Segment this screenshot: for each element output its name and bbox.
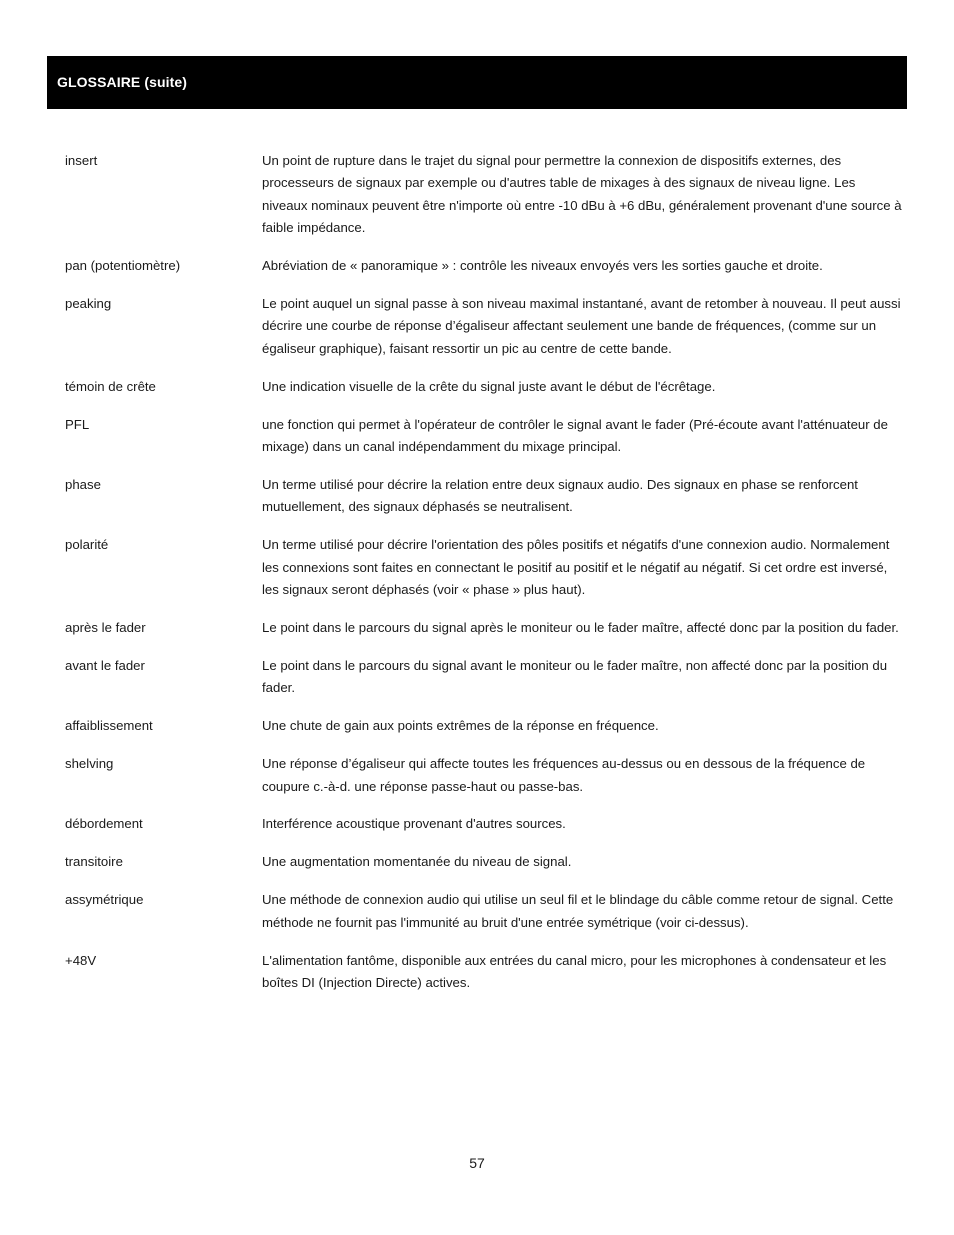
glossary-definition: Interférence acoustique provenant d'autres sources. (262, 816, 566, 832)
section-title: GLOSSAIRE (suite) (57, 74, 188, 90)
glossary-term: assymétrique (65, 892, 144, 908)
glossary-entry (65, 655, 905, 700)
glossary-term: pan (potentiomètre) (65, 258, 181, 274)
glossary-entry (65, 376, 905, 398)
glossary-definition: Une augmentation momentanée du niveau de signal. (262, 854, 572, 870)
glossary-term: affaiblissement (65, 718, 153, 734)
glossary-term: insert (65, 153, 98, 168)
glossary-entry (65, 889, 905, 934)
glossary-entry (65, 617, 905, 639)
glossary-definition: Une méthode de connexion audio qui utilise un seul fil et le blindage du câble comme retour de signal. Cette méthode ne fournit pas l'immunité au bruit d'une entrée symétrique (voir ci-dessus). (262, 892, 894, 930)
glossary-entry (65, 293, 905, 360)
glossary-list (65, 150, 905, 1010)
glossary-definition: Une réponse d’égaliseur qui affecte toutes les fréquences au-dessus ou en dessous de la fréquence de coupure c.-à-d. une réponse passe-haut ou passe-bas. (262, 756, 866, 794)
glossary-definition: L'alimentation fantôme, disponible aux entrées du canal micro, pour les microphones à condensateur et les boîtes DI (Injection Directe) actives. (262, 952, 887, 990)
glossary-entry (65, 414, 905, 459)
glossary-term: après le fader (65, 620, 146, 635)
section-header-bar (47, 56, 907, 109)
glossary-term: témoin de crête (65, 378, 156, 394)
glossary-term: débordement (65, 816, 143, 832)
glossary-definition: une fonction qui permet à l'opérateur de contrôler le signal avant le fader (Pré-écoute avant l'atténuateur de mixage) dans un canal indépendamment du mixage principal. (262, 416, 888, 455)
glossary-entry (65, 255, 905, 277)
glossary-term: phase (65, 476, 101, 492)
glossary-entry (65, 813, 905, 835)
glossary-definition: Une indication visuelle de la crête du signal juste avant le début de l'écrêtage. (262, 378, 716, 394)
glossary-definition: Un terme utilisé pour décrire la relation entre deux signaux audio. Des signaux en phase se renforcent mutuellement, des signaux déphasés se neutralisent. (262, 476, 858, 515)
glossary-entry (65, 534, 905, 601)
glossary-entry (65, 474, 905, 519)
glossary-definition: Un terme utilisé pour décrire l'orientation des pôles positifs et négatifs d'une connexion audio. Normalement les connexions sont faites en connectant le positif au positif et le négatif au négatif. Si cet ordre est inversé, les signaux seront déphasés (voir « phase » plus haut). (262, 537, 890, 598)
glossary-term: peaking (65, 296, 112, 312)
glossary-entry (65, 150, 905, 240)
glossary-term: PFL (65, 416, 90, 432)
glossary-entry (65, 753, 905, 798)
glossary-term: transitoire (65, 854, 123, 870)
glossary-term: shelving (65, 756, 114, 772)
glossary-entry (65, 715, 905, 737)
glossary-definition: Un point de rupture dans le trajet du signal pour permettre la connexion de dispositifs externes, des processeurs de signaux par exemple ou d'autres table de mixages à des signaux de niveau ligne. Les niveaux nominaux peuvent être n'importe où entre -10 dBu à +6 dBu, généralement provenant d'une source à faible impédance. (262, 153, 902, 236)
glossary-entry (65, 950, 905, 995)
glossary-term: avant le fader (65, 657, 145, 673)
glossary-term: polarité (65, 537, 109, 553)
glossary-definition: Une chute de gain aux points extrêmes de la réponse en fréquence. (262, 718, 659, 734)
glossary-definition: Le point dans le parcours du signal avant le moniteur ou le fader maître, non affecté donc par la position du fader. (262, 657, 888, 696)
glossary-definition: Le point auquel un signal passe à son niveau maximal instantané, avant de retomber à nouveau. Il peut aussi décrire une courbe de réponse d’égaliseur affectant seulement une bande de fréquences, (comme sur un égaliseur graphique), faisant ressortir un pic au centre de cette bande. (262, 296, 901, 356)
glossary-definition: Le point dans le parcours du signal après le moniteur ou le fader maître, affecté donc par la position du fader. (262, 620, 899, 635)
page-number: 57 (469, 1155, 485, 1171)
glossary-term: +48V (65, 952, 97, 968)
glossary-definition: Abréviation de « panoramique » : contrôle les niveaux envoyés vers les sorties gauche et droite. (262, 258, 823, 274)
glossary-entry (65, 851, 905, 873)
